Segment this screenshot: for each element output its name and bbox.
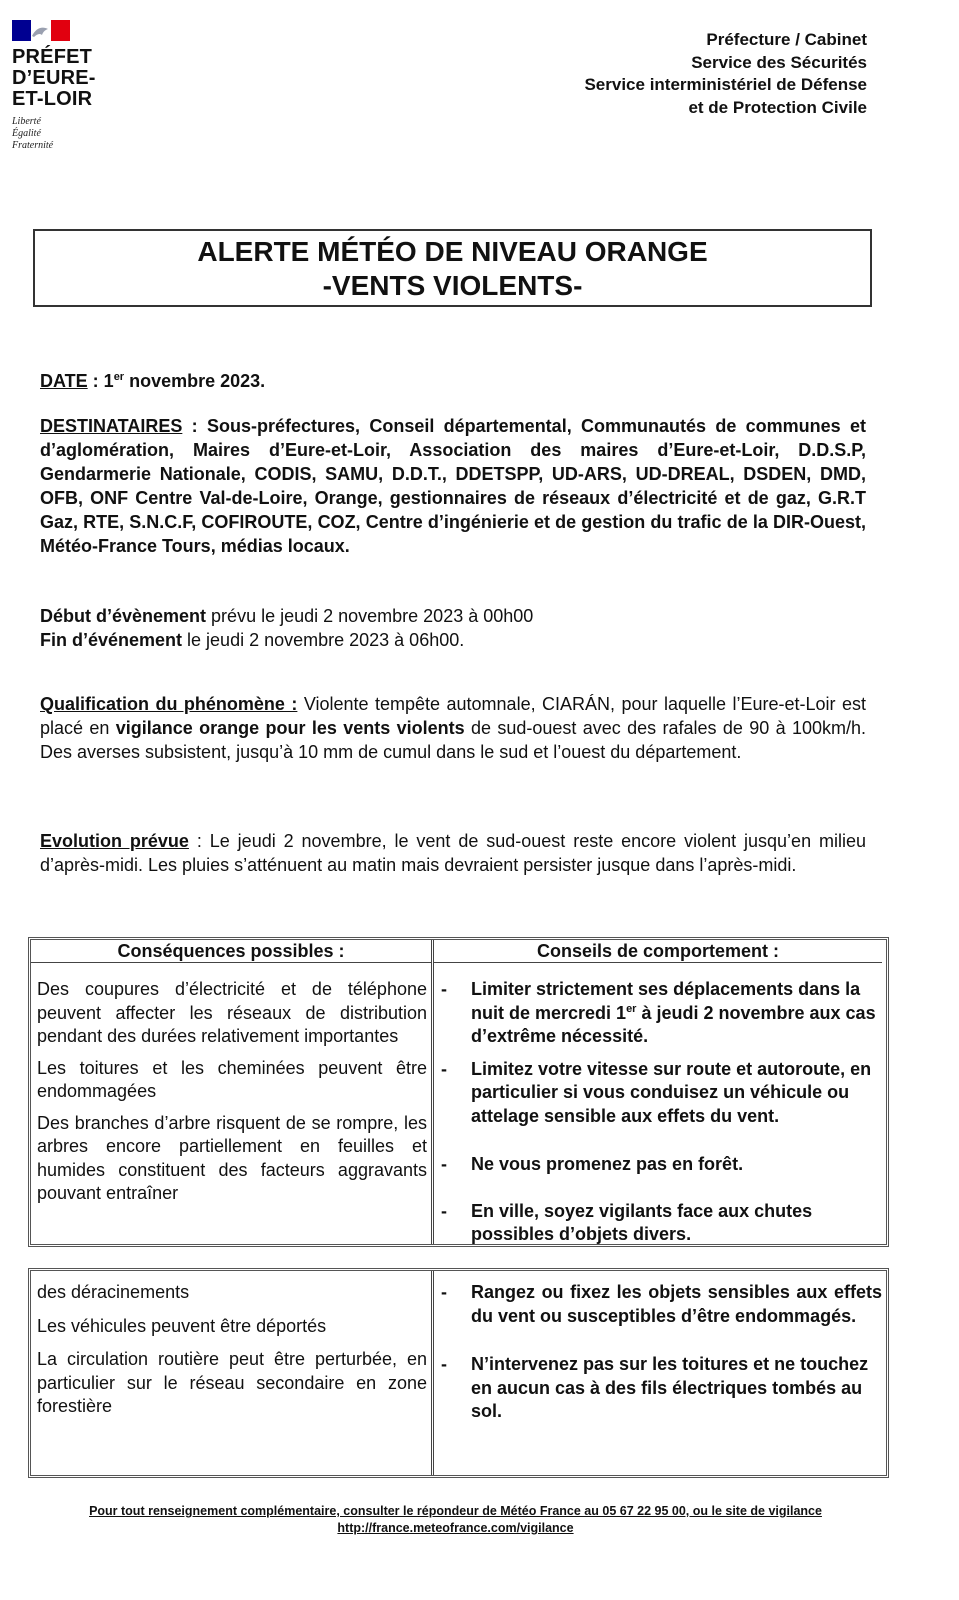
service-line: Service interministériel de Défense xyxy=(584,75,867,94)
evolution-text: : Le jeudi 2 novembre, le vent de sud-ouest reste encore violent jusqu’en milieu d’après-midi. Les pluies s’atténuent au matin mais devraient persister jusque dans l’après-midi. xyxy=(40,831,866,875)
advice-text: N’intervenez pas sur les toitures et ne touchez en aucun cas à des fils électriques tombés au sol. xyxy=(471,1354,869,1421)
date-colon: : xyxy=(87,371,104,391)
recipients-text: Sous-préfectures, Conseil départemental, Communautés de communes et d’aglomération, Maires d’Eure-et-Loir, Association des maires d’Eure-et-Loir, D.D.S.P, Gendarmerie Nationale, CODIS, SAMU, D.D.T., DDETSPP, UD-ARS, UD-DREAL, DSDEN, DMD, OFB, ONF Centre Val-de-Loire, Orange, gestionnaires de réseaux d’électricité et de gaz, G.R.T Gaz, RTE, S.N.C.F, COFIROUTE, COZ, Centre d’ingénierie et de gestion du trafic de la DIR-Ouest, Météo-France Tours, médias locaux. xyxy=(40,416,866,556)
advice-item xyxy=(441,1153,882,1177)
evolution-paragraph xyxy=(40,829,866,877)
alert-subtitle: -VENTS VIOLENTS- xyxy=(322,270,583,301)
evolution-label: Evolution prévue xyxy=(40,831,189,851)
motto xyxy=(12,116,122,152)
bullet-dash: - xyxy=(441,1354,447,1374)
advice-item xyxy=(441,978,882,1049)
column-divider xyxy=(431,1271,434,1475)
date-label: DATE xyxy=(40,371,88,391)
consequences-advice-table-continued xyxy=(28,1268,889,1478)
qualification-text: Violente tempête automnale, CIARÁN, pour laquelle l’Eure-et-Loir est placé en xyxy=(40,694,867,738)
consequences-column xyxy=(31,940,431,1244)
consequence-item: Les toitures et les cheminées peuvent être endommagées xyxy=(37,1057,427,1101)
bullet-dash: - xyxy=(441,979,447,999)
event-start-label: Début d’évènement xyxy=(40,606,207,626)
advice-item xyxy=(441,1281,882,1328)
event-start xyxy=(40,604,866,628)
consequence-item: Les véhicules peuvent être déportés xyxy=(37,1315,327,1336)
qualification-label: Qualification du phénomène : xyxy=(40,694,298,714)
column-divider xyxy=(431,940,434,1244)
service-line: Service des Sécurités xyxy=(691,52,867,72)
date-month-year: novembre 2023. xyxy=(124,371,266,391)
consequences-advice-table xyxy=(28,937,889,1247)
consequences-column xyxy=(31,1271,431,1475)
consequences-header: Conséquences possibles : xyxy=(31,940,431,963)
date-line xyxy=(40,369,866,393)
qualification-text-end: de sud-ouest avec des rafales de 90 à 100km/h. Des averses subsistent, jusqu’à 10 mm de cumul dans le sud et l’ouest du département. xyxy=(40,718,867,762)
advice-item xyxy=(441,1058,882,1129)
motto-line: Fraternité xyxy=(12,140,54,151)
marianne-flag-icon xyxy=(12,20,70,41)
vigilance-link[interactable]: http://france.meteofrance.com/vigilance xyxy=(337,1521,574,1535)
qualification-highlight: vigilance orange pour les vents violents xyxy=(115,718,465,738)
bullet-dash: - xyxy=(441,1200,447,1221)
prefect-name xyxy=(12,47,122,110)
consequence-item: La circulation routière peut être perturbée, en particulier sur le réseau secondaire en zone forestière xyxy=(37,1349,427,1416)
prefect-line: D’EURE- xyxy=(12,67,96,89)
event-start-text: prévu le jeudi 2 novembre 2023 à 00h00 xyxy=(206,606,534,626)
prefect-line: ET-LOIR xyxy=(12,88,93,110)
advice-column xyxy=(441,940,882,1244)
service-address xyxy=(584,29,867,119)
advice-text: Ne vous promenez pas en forêt. xyxy=(471,1154,744,1174)
date-day: 1 xyxy=(103,371,114,391)
advice-text: Limitez votre vitesse sur route et autoroute, en particulier si vous conduisez un véhicule ou attelage sensible aux effets du vent. xyxy=(471,1058,872,1126)
prefect-line: PRÉFET xyxy=(12,46,93,68)
event-times xyxy=(40,604,866,652)
consequence-item: Des coupures d’électricité et de téléphone peuvent affecter les réseaux de distribution pendant des durées relativement importantes xyxy=(37,979,427,1046)
advice-text: En ville, soyez vigilants face aux chutes possibles d’objets divers. xyxy=(471,1200,813,1244)
recipients-label: DESTINATAIRES xyxy=(40,416,183,436)
motto-line: Égalité xyxy=(12,128,41,139)
consequence-item: des déracinements xyxy=(37,1282,190,1302)
advice-item xyxy=(441,1200,882,1247)
advice-text-end: à jeudi 2 novembre aux cas d’extrême nécessité. xyxy=(471,1002,876,1046)
advice-item xyxy=(441,1353,882,1424)
bullet-dash: - xyxy=(441,1058,447,1079)
service-line: Préfecture / Cabinet xyxy=(706,30,867,49)
consequence-item: Des branches d’arbre risquent de se rompre, les arbres encore partiellement en feuilles et humides constituent des facteurs aggravants pouvant entraîner xyxy=(37,1112,427,1203)
bullet-dash: - xyxy=(441,1154,447,1174)
advice-text: Limiter strictement ses déplacements dans la nuit de mercredi 1 xyxy=(471,979,861,1023)
bullet-dash: - xyxy=(441,1282,447,1302)
prefecture-logo xyxy=(12,20,122,152)
service-line: et de Protection Civile xyxy=(688,97,867,117)
recipients-paragraph xyxy=(40,414,866,558)
advice-sup: er xyxy=(626,1002,637,1015)
advice-header: Conseils de comportement : xyxy=(434,940,882,963)
advice-column xyxy=(441,1271,882,1475)
event-end-text: le jeudi 2 novembre 2023 à 06h00. xyxy=(182,630,465,650)
alert-title-box xyxy=(33,229,872,307)
advice-text: Rangez ou fixez les objets sensibles aux effets du vent ou susceptibles d’être endommagés. xyxy=(471,1282,882,1326)
footer-text: Pour tout renseignement complémentaire, consulter le répondeur de Météo France au 05 67 22 95 00, ou le site de vigilance xyxy=(89,1504,822,1518)
alert-title: ALERTE MÉTÉO DE NIVEAU ORANGE xyxy=(197,236,708,267)
recipients-colon: : xyxy=(182,416,207,436)
date-sup: er xyxy=(113,371,125,383)
motto-line: Liberté xyxy=(12,116,41,127)
qualification-paragraph xyxy=(40,692,866,764)
footer xyxy=(0,1503,911,1537)
event-end xyxy=(40,628,866,652)
event-end-label: Fin d’événement xyxy=(40,630,183,650)
